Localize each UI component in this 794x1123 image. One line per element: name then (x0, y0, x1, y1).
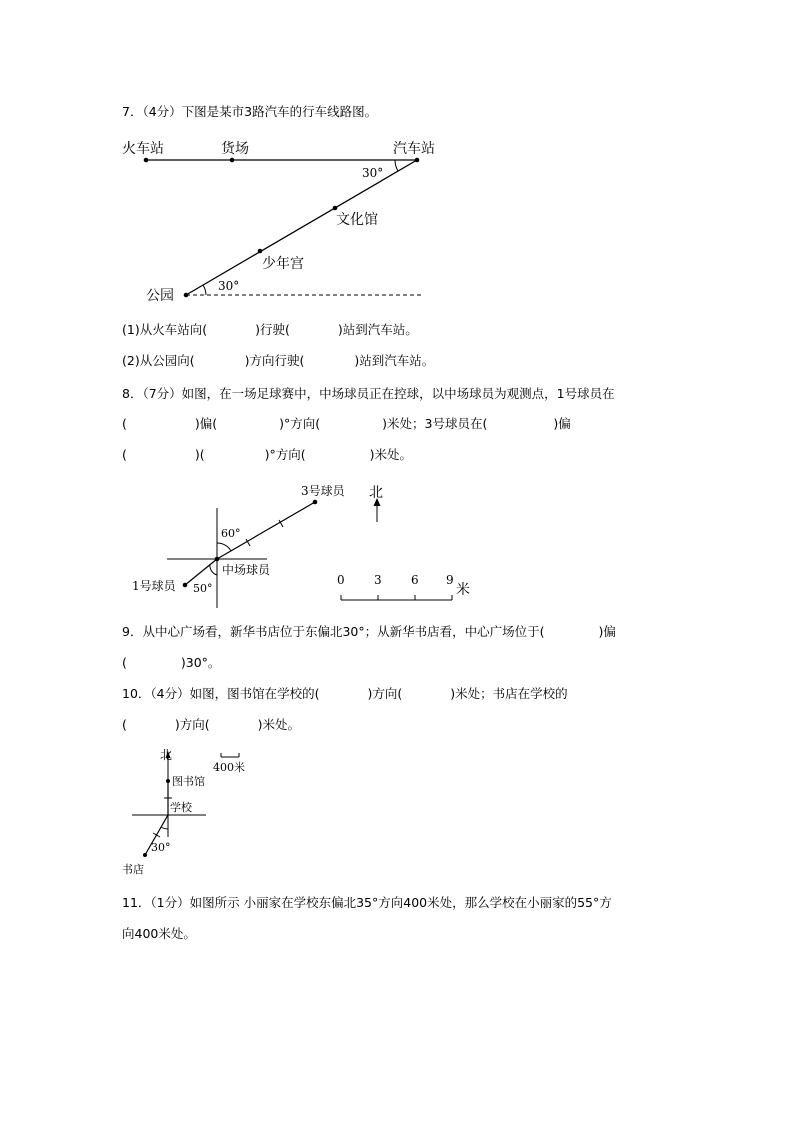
q7-label-angle-bottom: 30° (218, 279, 240, 293)
q8-scale-label-6: 6 (411, 573, 419, 587)
q8-dot-player1 (183, 583, 188, 588)
q8-line1: 8．（7分）如图，在一场足球赛中，中场球员正在控球，以中场球员为观测点，1号球员在 (122, 386, 615, 401)
q7-sub2-b: )方向行驶( (244, 353, 305, 368)
q7-label-youth-palace: 少年宫 (262, 256, 304, 272)
q8-line2-d: )米处；3号球员在( (382, 416, 488, 431)
q8-label-player1: 1号球员 (132, 579, 176, 593)
q8-angle-arc-60 (217, 543, 231, 551)
q10-label-angle: 30° (151, 841, 171, 854)
q8-label-angle60: 60° (221, 527, 241, 540)
q10-label-north: 北 (160, 748, 173, 762)
q7-dot-park (184, 293, 189, 298)
q10-line2-a: ( (122, 717, 127, 732)
q8-line3-b: )( (194, 447, 205, 462)
q7-label-angle-top: 30° (362, 166, 384, 180)
q10-line1-b: )方向( (367, 686, 403, 701)
q8-angle-arc-50 (210, 564, 217, 575)
q10-label-scale: 400米 (213, 761, 245, 774)
q8-label-north: 北 (369, 485, 383, 501)
q8-line2-b: )偏( (194, 416, 218, 431)
q10-dot-library (166, 779, 170, 783)
q10-label-library: 图书馆 (172, 775, 205, 788)
q7-label-freight-yard: 货场 (221, 141, 249, 157)
q8-label-angle50: 50° (193, 582, 213, 595)
q7-sub2 (122, 353, 434, 369)
q8-scale-label-9: 9 (446, 573, 454, 587)
q10-line1 (122, 686, 568, 702)
q7-label-bus-station: 汽车站 (393, 141, 435, 157)
q10-line2-b: )方向( (174, 717, 210, 732)
q7-sub1 (122, 322, 418, 338)
q7-sub2-c: )站到汽车站。 (354, 353, 435, 368)
q7-angle-arc-top (395, 160, 398, 171)
q11-line2: 向400米处。 (122, 926, 196, 941)
q7-label-park: 公园 (146, 288, 174, 304)
q7-angle-arc-bottom (203, 285, 206, 295)
q8-field-diagram (125, 478, 485, 610)
q10-line2 (122, 717, 300, 733)
q7-dot-train-station (144, 158, 149, 163)
q8-line3-a: ( (122, 447, 127, 462)
q7-dot-freight-yard (230, 158, 235, 163)
q10-line2-c: )米处。 (257, 717, 301, 732)
q8-line2 (122, 416, 571, 432)
q8-line3 (122, 447, 412, 463)
q8-label-player3: 3号球员 (301, 484, 345, 498)
q9-line2-b: )30°。 (180, 655, 221, 670)
q7-dot-youth-palace (258, 249, 263, 254)
q9-line1-a: 9．从中心广场看，新华书店位于东偏北30°；从新华书店看，中心广场位于( (122, 624, 545, 639)
q7-diagonal-road (186, 160, 417, 295)
q9-line1-b: )偏 (598, 624, 616, 639)
q9-line2-a: ( (122, 655, 127, 670)
q7-route-diagram (110, 130, 450, 310)
q10-dot-bookstore (143, 853, 147, 857)
q8-dot-player3 (313, 500, 318, 505)
q7-title: 7．（4分）下图是某市3路汽车的行车线路图。 (122, 104, 378, 119)
q9-line2 (122, 655, 220, 671)
q10-label-bookstore: 书店 (122, 863, 144, 876)
q8-line2-c: )°方向( (279, 416, 321, 431)
q7-sub2-a: (2)从公园向( (122, 353, 195, 368)
q8-dot-midfielder (215, 557, 220, 562)
q10-line1-a: 10．（4分）如图，图书馆在学校的( (122, 686, 320, 701)
q7-dot-culture-hall (333, 206, 338, 211)
q11-line1: 11．（1分）如图所示 小丽家在学校东偏北35°方向400米处，那么学校在小丽家的55°方 (122, 895, 612, 910)
q7-sub1-b: )行驶( (255, 322, 290, 337)
q8-line2-e: )偏 (553, 416, 571, 431)
q9-line1 (122, 624, 616, 640)
q10-line1-c: )米处；书店在学校的 (450, 686, 568, 701)
q7-sub1-c: )站到汽车站。 (337, 322, 418, 337)
q7-label-train-station: 火车站 (122, 141, 164, 157)
q7-label-culture-hall: 文化馆 (336, 212, 378, 228)
q8-line3-d: )米处。 (369, 447, 413, 462)
q7-dot-bus-station (415, 158, 420, 163)
q7-sub1-a: (1)从火车站向( (122, 322, 208, 337)
q8-scale-label-0: 0 (337, 573, 345, 587)
q8-line3-c: )°方向( (264, 447, 306, 462)
q8-line2-a: ( (122, 416, 127, 431)
q10-angle-arc (161, 827, 168, 829)
q8-label-midfielder: 中场球员 (222, 563, 271, 577)
q10-label-school: 学校 (170, 801, 192, 814)
q10-bookstore-tick (153, 833, 160, 837)
q10-map-diagram (118, 745, 248, 880)
q8-scale-unit: 米 (456, 582, 470, 598)
q8-scale-label-3: 3 (374, 573, 382, 587)
